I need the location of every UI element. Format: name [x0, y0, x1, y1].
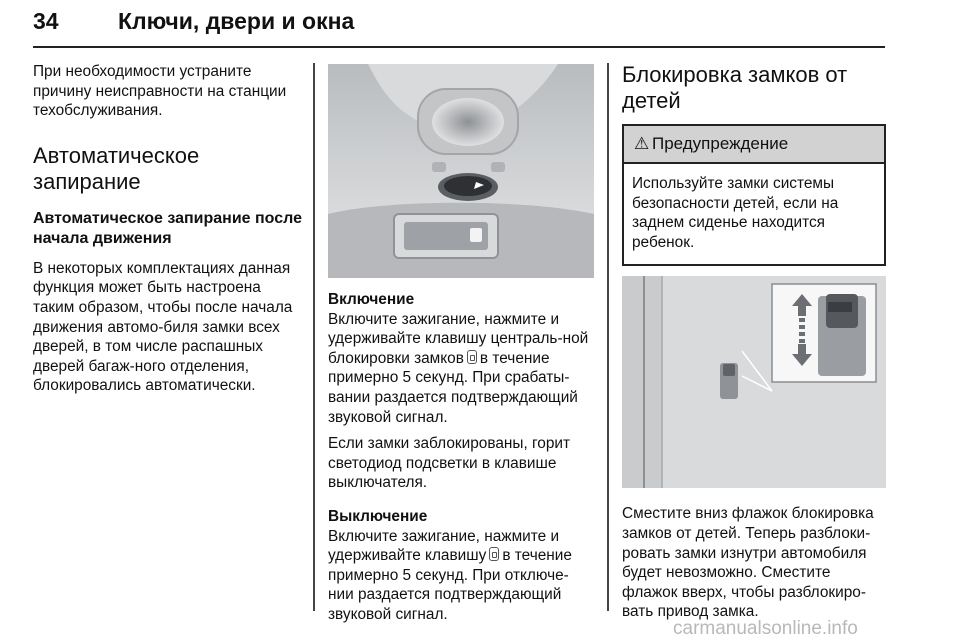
autolock-paragraph: В некоторых комплектациях данная функция может быть настроена таким образом, чтобы после начала движения автомо-биля замки всех дверей, в том числе распашных дверей багаж-ного отделения, блокировались автоматически.: [33, 259, 293, 395]
off-title: Выключение: [328, 507, 428, 525]
watermark: carmanualsonline.info: [673, 618, 858, 639]
section-title-child-lock: Блокировка замков от детей: [622, 62, 848, 113]
page-title: Ключи, двери и окна: [118, 8, 355, 34]
warning-text: Используйте замки системы безопасности детей, если на заднем сиденье находится ребенок.: [632, 175, 839, 251]
page-header: [33, 8, 885, 46]
warning-body: [624, 164, 884, 264]
on-text-a: Включите зажигание, нажмите и удерживайте клавишу централь-ной блокировки замков: [328, 310, 589, 367]
column-right: [622, 62, 886, 622]
intro-paragraph: При необходимости устраните причину неисправности на станции техобслуживания.: [33, 63, 287, 120]
column-middle: [328, 62, 594, 625]
column-left: [33, 62, 303, 396]
off-paragraph: [328, 527, 594, 625]
subsection-title-autolock-drive: Автоматическое запирание после начала движения: [33, 209, 302, 247]
led-paragraph: Если замки заблокированы, горит светодиод подсветки в клавише выключателя.: [328, 435, 571, 492]
off-text-a: Включите зажигание, нажмите и удерживайте клавишу: [328, 527, 560, 565]
child-lock-illustration: [622, 276, 886, 488]
header-rule: [33, 46, 885, 48]
lock-key-icon: [467, 350, 477, 364]
on-text-b: в течение примерно 5 секунд. При срабаты-вании раздается подтверждающий звуковой сигнал.: [328, 349, 578, 426]
child-lock-paragraph: Сместите вниз флажок блокировка замков от детей. Теперь разблоки-ровать замки изнутри автомобиля будет невозможно. Сместите флажок вверх, чтобы разблокиро-вать привод замка.: [622, 505, 874, 621]
on-title: Включение: [328, 291, 415, 308]
page-number: 34: [33, 8, 59, 34]
warning-icon: ⚠: [634, 134, 650, 153]
column-divider: [313, 63, 315, 611]
warning-box: [622, 124, 886, 266]
warning-title: Предупреждение: [652, 134, 789, 153]
ceiling-console-illustration: [328, 64, 594, 278]
lock-key-icon: [489, 547, 499, 561]
section-title-autolock: Автоматическое запирание: [33, 142, 200, 194]
on-paragraph: [328, 310, 594, 428]
ceiling-console-photo: [328, 64, 594, 278]
warning-header: [624, 126, 884, 164]
off-text-b: в течение примерно 5 секунд. При отключе-нии раздается подтверждающий звуковой сигнал.: [328, 547, 572, 623]
child-lock-photo: [622, 276, 886, 488]
column-divider: [607, 63, 609, 611]
